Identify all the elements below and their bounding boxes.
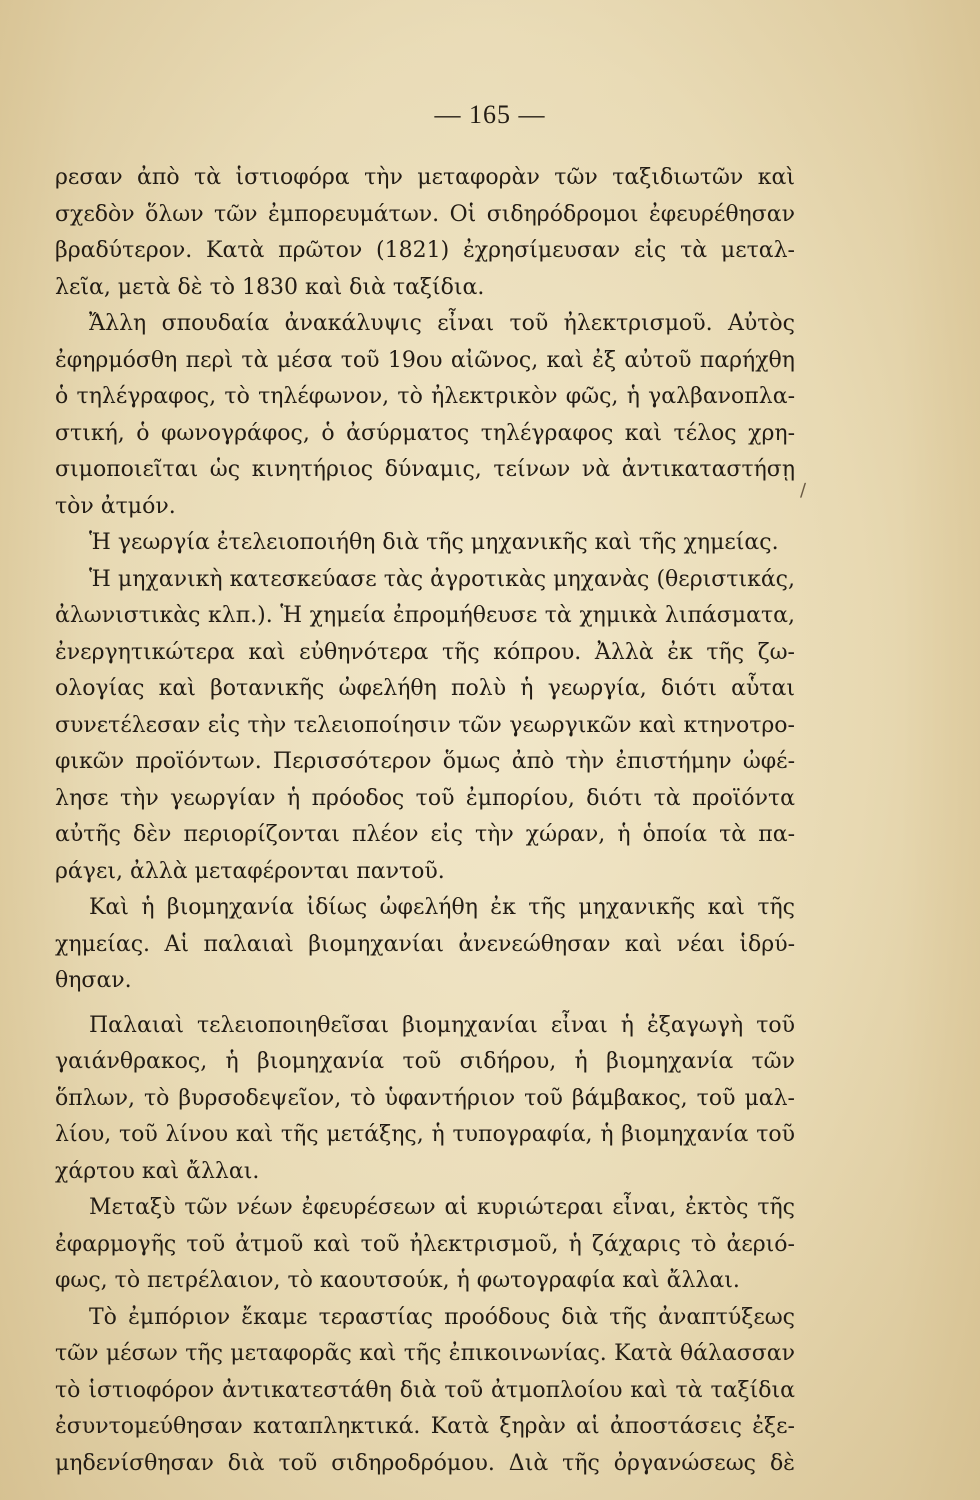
body-text [55,160,795,1482]
text-line: ἀλωνιστικὰς κλπ.). Ἡ χημεία ἐπρομήθευσε τὰ χημικὰ λιπάσματα, [55,603,795,628]
page-number: — 165 — [434,100,546,129]
text-line: ἐφαρμογῆς τοῦ ἀτμοῦ καὶ τοῦ ἠλεκτρισμοῦ, ἡ ζάχαρις τὸ ἀεριό- [55,1231,795,1257]
text-line: Ἡ μηχανικὴ κατεσκεύασε τὰς ἀγροτικὰς μηχανὰς (θεριστικάς, [89,566,795,592]
text-line: λησε τὴν γεωργίαν ἡ πρόοδος τοῦ ἐμπορίου, διότι τὰ προϊόντα [55,785,795,811]
text-line: Μεταξὺ τῶν νέων ἐφευρέσεων αἱ κυριώτεραι εἶναι, ἐκτὸς τῆς [89,1195,795,1220]
text-line: λεῖα, μετὰ δὲ τὸ 1830 καὶ διὰ ταξίδια. [55,274,485,300]
text-line: Ἡ γεωργία ἐτελειοποιήθη διὰ τῆς μηχανικῆς καὶ τῆς χημείας. [89,530,779,555]
text-line: σιμοποιεῖται ὡς κινητήριος δύναμις, τείνων νὰ ἀντικαταστήσῃ [55,457,795,482]
text-line: ολογίας καὶ βοτανικῆς ὠφελήθη πολὺ ἡ γεωργία, διότι αὗται [55,676,795,701]
text-line: ἐνεργητικώτερα καὶ εὐθηνότερα τῆς κόπρου. Ἀλλὰ ἐκ τῆς ζω- [55,639,795,665]
text-line: τὸ ἱστιοφόρον ἀντικατεστάθη διὰ τοῦ ἀτμοπλοίου καὶ τὰ ταξίδια [55,1377,795,1403]
text-line: γαιάνθρακος, ἡ βιομηχανία τοῦ σιδήρου, ἡ βιομηχανία τῶν [55,1049,795,1074]
paragraph-gap [55,1000,795,1008]
text-line: χημείας. Αἱ παλαιαὶ βιομηχανίαι ἀνενεώθησαν καὶ νέαι ἱδρύ- [55,931,795,957]
text-line: λίου, τοῦ λίνου καὶ τῆς μετάξης, ἡ τυπογραφία, ἡ βιομηχανία τοῦ [55,1122,795,1147]
text-line: αὐτῆς δὲν περιορίζονται πλέον εἰς τὴν χώραν, ἡ ὁποία τὰ πα- [55,822,795,847]
text-line: ὅπλων, τὸ βυρσοδεψεῖον, τὸ ὑφαντήριον τοῦ βάμβακος, τοῦ μαλ- [55,1085,795,1111]
text-line: Καὶ ἡ βιομηχανία ἰδίως ὠφελήθη ἐκ τῆς μηχανικῆς καὶ τῆς [89,895,795,920]
margin-pencil-mark: ∕ [800,480,807,501]
text-line: ράγει, ἀλλὰ μεταφέρονται παντοῦ. [55,858,445,884]
text-line: σχεδὸν ὅλων τῶν ἐμπορευμάτων. Οἱ σιδηρόδρομοι ἐφευρέθησαν [55,201,795,227]
text-line: ἐσυντομεύθησαν καταπληκτικά. Κατὰ ξηρὰν αἱ ἀποστάσεις ἐξε- [55,1414,795,1439]
text-line: χάρτου καὶ ἄλλαι. [55,1158,260,1184]
text-line: μηδενίσθησαν διὰ τοῦ σιδηροδρόμου. Διὰ τῆς ὀργανώσεως δὲ [55,1450,795,1476]
text-line: Τὸ ἐμπόριον ἔκαμε τεραστίας προόδους διὰ τῆς ἀναπτύξεως [89,1304,795,1330]
text-line: συνετέλεσαν εἰς τὴν τελειοποίησιν τῶν γεωργικῶν καὶ κτηνοτρο- [55,712,795,738]
text-line: Ἄλλη σπουδαία ἀνακάλυψις εἶναι τοῦ ἠλεκτρισμοῦ. Αὐτὸς [89,311,795,336]
text-line: τὸν ἀτμόν. [55,493,176,519]
text-line: Παλαιαὶ τελειοποιηθεῖσαι βιομηχανίαι εἶναι ἡ ἐξαγωγὴ τοῦ [89,1012,795,1038]
text-line: στική, ὁ φωνογράφος, ὁ ἀσύρματος τηλέγραφος καὶ τέλος χρη- [55,420,795,446]
text-line: τῶν μέσων τῆς μεταφορᾶς καὶ τῆς ἐπικοινωνίας. Κατὰ θάλασσαν [55,1341,795,1366]
text-line: θησαν. [55,968,132,993]
text-line: φως, τὸ πετρέλαιον, τὸ καουτσούκ, ἡ φωτογραφία καὶ ἄλλαι. [55,1268,740,1293]
text-line: ρεσαν ἀπὸ τὰ ἱστιοφόρα τὴν μεταφορὰν τῶν ταξιδιωτῶν καὶ [55,165,795,190]
text-line: φικῶν προϊόντων. Περισσότερον ὅμως ἀπὸ τὴν ἐπιστήμην ὠφέ- [55,749,795,774]
text-line: ἐφηρμόσθη περὶ τὰ μέσα τοῦ 19ου αἰῶνος, καὶ ἐξ αὐτοῦ παρήχθη [55,347,795,373]
text-line: βραδύτερον. Κατὰ πρῶτον (1821) ἐχρησίμευσαν εἰς τὰ μεταλ- [55,238,795,263]
text-line: ὁ τηλέγραφος, τὸ τηλέφωνον, τὸ ἠλεκτρικὸν φῶς, ἡ γαλβανοπλα- [55,384,795,409]
